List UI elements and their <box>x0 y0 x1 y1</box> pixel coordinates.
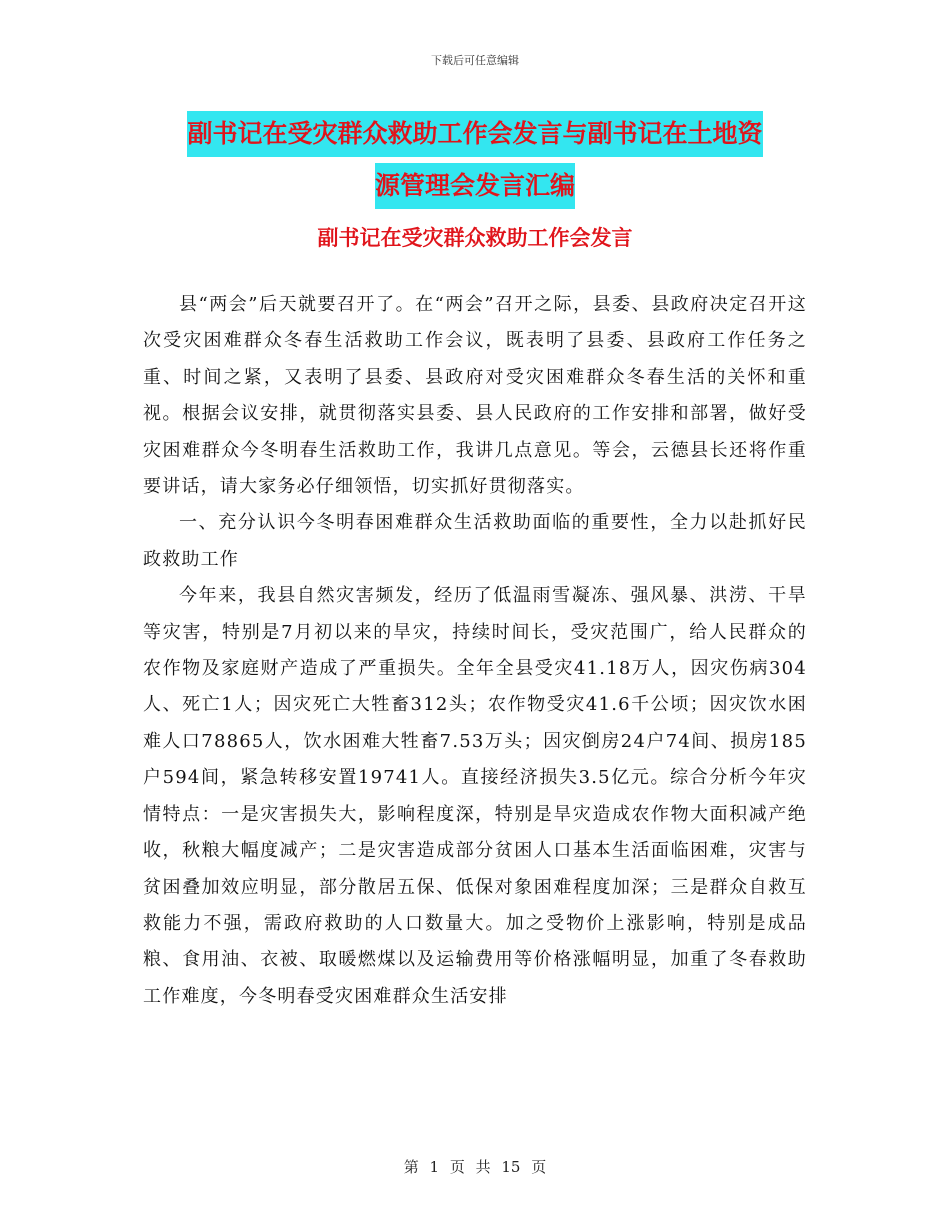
page-footer: 第 1 页 共 15 页 <box>403 1158 547 1176</box>
section-title: 副书记在受灾群众救助工作会发言 <box>317 226 633 250</box>
paragraph: 今年来，我县自然灾害频发，经历了低温雨雪凝冻、强风暴、洪涝、干旱等灾害，特别是7月初以来的旱灾，持续时间长，受灾范围广，给人民群众的农作物及家庭财产造成了严重损失。全年全县受灾41.18万人，因灾伤病304人、死亡1人；因灾死亡大牲畜312头；农作物受灾41.6千公顷；因灾饮水困难人口78865人，饮水困难大牲畜7.53万头；因灾倒房24户74间、损房185户594间，紧急转移安置19741人。直接经济损失3.5亿元。综合分析今年灾情特点：一是灾害损失大，影响程度深，特别是旱灾造成农作物大面积减产绝收，秋粮大幅度减产；二是灾害造成部分贫困人口基本生活面临困难，灾害与贫困叠加效应明显，部分散居五保、低保对象困难程度加深；三是群众自救互救能力不强，需政府救助的人口数量大。加之受物价上涨影响，特别是成品粮、食用油、衣被、取暖燃煤以及运输费用等价格涨幅明显，加重了冬春救助工作难度，今冬明春受灾困难群众生活安排 <box>143 585 807 1007</box>
header-note: 下载后可任意编辑 <box>431 54 519 67</box>
title-line-2: 源管理会发言汇编 <box>375 163 575 209</box>
title-line-1: 副书记在受灾群众救助工作会发言与副书记在土地资 <box>187 111 762 157</box>
body-text <box>143 287 807 1015</box>
paragraph: 县“两会”后天就要召开了。在“两会”召开之际，县委、县政府决定召开这次受灾困难群众冬春生活救助工作会议，既表明了县委、县政府工作任务之重、时间之紧，又表明了县委、县政府对受灾困难群众冬春生活的关怀和重视。根据会议安排，就贯彻落实县委、县人民政府的工作安排和部署，做好受灾困难群众今冬明春生活救助工作，我讲几点意见。等会，云德县长还将作重要讲话，请大家务必仔细领悟，切实抓好贯彻落实。 <box>143 294 807 498</box>
paragraph: 一、充分认识今冬明春困难群众生活救助面临的重要性，全力以赴抓好民政救助工作 <box>143 512 807 570</box>
document-title <box>150 108 800 212</box>
